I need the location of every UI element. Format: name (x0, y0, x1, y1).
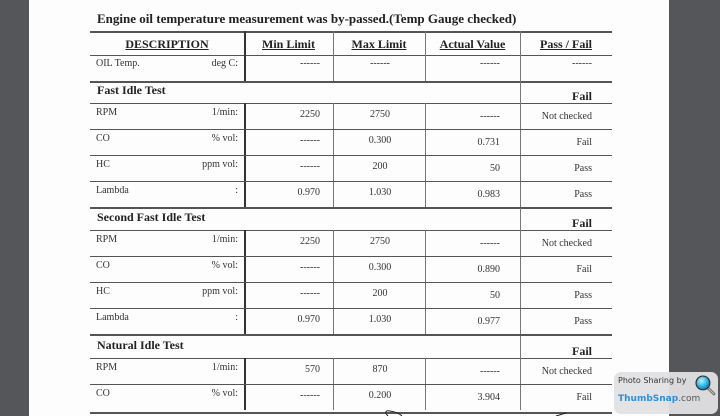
row-label: CO (96, 260, 110, 271)
max-value: 1.030 (368, 187, 392, 198)
row-unit: 1/min: (211, 362, 238, 373)
row-label: CO (96, 133, 110, 144)
actual-value: 3.904 (477, 392, 500, 403)
row-unit: ppm vol: (202, 159, 238, 170)
right-dark-panel (669, 0, 720, 416)
max-value: 0.300 (368, 262, 392, 273)
max-value: 2750 (370, 236, 390, 247)
actual-value: 0.983 (477, 189, 500, 200)
row-unit: % vol: (211, 260, 238, 271)
column-header: Max Limit (351, 37, 407, 51)
watermark-text: Photo Sharing by (618, 376, 687, 385)
max-value: 200 (372, 288, 388, 299)
row-unit: % vol: (211, 133, 238, 144)
table-rule (90, 181, 612, 182)
column-divider (333, 31, 334, 82)
row-unit: ppm vol: (202, 286, 238, 297)
section-title: Fast Idle Test (97, 83, 166, 97)
result-value: Fail (576, 264, 592, 275)
max-value: 1.030 (368, 314, 392, 325)
min-value: ------ (300, 161, 320, 172)
result-value: Not checked (541, 366, 592, 377)
table-rule (90, 103, 612, 104)
result-value: Pass (574, 163, 592, 174)
section-result: Fail (572, 89, 592, 103)
actual-value: 50 (490, 290, 500, 301)
min-value: 0.970 (297, 187, 320, 198)
table-rule (90, 81, 612, 83)
actual-value: 0.890 (477, 264, 500, 275)
bottom-rule (90, 412, 612, 414)
result-value: Pass (574, 290, 592, 301)
left-dark-panel (0, 0, 29, 416)
row-unit: : (235, 312, 238, 323)
thumbsnap-watermark[interactable] (614, 372, 718, 414)
row-label: CO (96, 388, 110, 399)
row-unit: : (235, 185, 238, 196)
result-value: ------ (572, 58, 592, 69)
table-rule (90, 358, 612, 359)
section-title: Second Fast Idle Test (97, 210, 206, 224)
row-label: RPM (96, 107, 118, 118)
watermark-domain: .com (678, 394, 701, 404)
row-label: RPM (96, 362, 118, 373)
min-value: 2250 (300, 109, 320, 120)
result-value: Fail (576, 137, 592, 148)
table-rule (90, 207, 612, 209)
actual-value: 0.977 (477, 316, 500, 327)
min-value: ------ (300, 288, 320, 299)
actual-value: ------ (480, 111, 500, 122)
column-divider (520, 208, 521, 230)
min-value: ------ (300, 390, 320, 401)
column-header: Actual Value (439, 37, 506, 51)
table-rule (90, 308, 612, 309)
max-value: 0.300 (368, 135, 392, 146)
header-top-rule (90, 31, 612, 33)
row-label: OIL Temp. (96, 58, 140, 69)
result-value: Fail (576, 392, 592, 403)
section-result: Fail (572, 344, 592, 358)
actual-value: 0.731 (477, 137, 500, 148)
max-value: 870 (372, 364, 388, 375)
actual-value: ------ (480, 366, 500, 377)
min-value: 0.970 (297, 314, 320, 325)
max-value: ------ (370, 58, 390, 69)
column-header: Pass / Fail (539, 37, 592, 51)
magnifier-icon[interactable] (694, 374, 716, 396)
table-rule (90, 256, 612, 257)
result-value: Not checked (541, 238, 592, 249)
table-rule (90, 155, 612, 156)
section-title: Natural Idle Test (97, 338, 184, 352)
max-value: 0.200 (368, 390, 392, 401)
row-unit: 1/min: (211, 234, 238, 245)
column-divider (520, 81, 521, 103)
actual-value: 50 (490, 163, 500, 174)
section-result: Fail (572, 216, 592, 230)
column-divider (244, 31, 246, 82)
max-value: 200 (372, 161, 388, 172)
min-value: ------ (300, 262, 320, 273)
watermark-brand: ThumbSnap (618, 394, 679, 404)
table-rule (90, 230, 612, 231)
max-value: 2750 (370, 109, 390, 120)
result-value: Not checked (541, 111, 592, 122)
actual-value: ------ (480, 238, 500, 249)
column-header: Min Limit (262, 37, 315, 51)
min-value: ------ (300, 135, 320, 146)
column-divider (425, 31, 426, 82)
result-value: Pass (574, 316, 592, 327)
row-unit: deg C: (211, 58, 238, 69)
table-rule (90, 129, 612, 130)
table-rule (90, 334, 612, 336)
row-unit: 1/min: (211, 107, 238, 118)
column-divider (520, 336, 521, 358)
row-label: RPM (96, 234, 118, 245)
column-header: DESCRIPTION (125, 37, 209, 51)
min-value: 2250 (300, 236, 320, 247)
min-value: ------ (300, 58, 320, 69)
row-label: HC (96, 159, 110, 170)
column-divider (520, 31, 521, 82)
row-label: Lambda (96, 312, 129, 323)
min-value: 570 (305, 364, 320, 375)
table-rule (90, 384, 612, 385)
row-unit: % vol: (211, 388, 238, 399)
watermark-brand-line (618, 394, 700, 404)
actual-value: ------ (480, 58, 500, 69)
row-label: HC (96, 286, 110, 297)
row-label: Lambda (96, 185, 129, 196)
result-value: Pass (574, 189, 592, 200)
table-rule (90, 282, 612, 283)
table-rule (90, 55, 612, 56)
report-title: Engine oil temperature measurement was by-passed.(Temp Gauge checked) (97, 11, 517, 26)
